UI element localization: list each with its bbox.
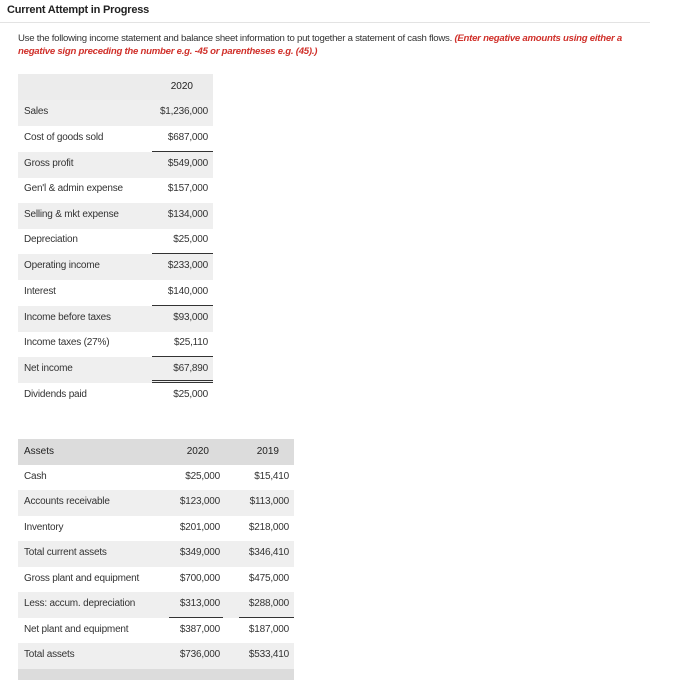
table-row: [18, 254, 213, 280]
row-label: Dividends paid: [24, 389, 87, 400]
table-row: [18, 203, 213, 229]
row-value-2020: $349,000: [179, 547, 220, 558]
header-year-2020: 2020: [186, 446, 209, 457]
row-value-2019: $533,410: [248, 649, 289, 660]
row-label: Inventory: [24, 522, 64, 533]
instructions-note: (Enter negative amounts using either a negative sign preceding the number e.g. -45 or parentheses e.g. (45).): [18, 33, 622, 57]
row-label: Gross plant and equipment: [24, 573, 140, 584]
table-row: [18, 541, 294, 567]
row-label: Cash: [24, 471, 47, 482]
row-label: Operating income: [24, 260, 100, 271]
page-title: Current Attempt in Progress: [7, 4, 150, 16]
row-value-2019: $288,000: [248, 598, 289, 609]
table-row: [18, 228, 213, 254]
row-value-2019: $475,000: [248, 573, 289, 584]
row-value: $140,000: [167, 286, 208, 297]
row-label: Net plant and equipment: [24, 624, 129, 635]
table-row: [18, 567, 294, 593]
table-row: [18, 490, 294, 516]
row-value-2019: $113,000: [249, 496, 289, 507]
row-value: $157,000: [167, 183, 208, 194]
row-value-2020: $201,000: [179, 522, 220, 533]
table-row: [18, 383, 213, 409]
row-value: $25,000: [173, 389, 208, 400]
row-value-2019: $346,410: [248, 547, 289, 558]
row-value-2019: $218,000: [248, 522, 289, 533]
row-label: Total assets: [24, 649, 75, 660]
row-label: Less: accum. depreciation: [24, 598, 136, 609]
income-statement-header: [18, 74, 213, 100]
row-value: $687,000: [167, 132, 208, 143]
row-value: $25,000: [173, 234, 208, 245]
header-label: Assets: [24, 446, 55, 457]
next-section-header: [18, 669, 294, 680]
row-value-2020: $123,000: [179, 496, 220, 507]
table-row: [18, 126, 213, 152]
row-value-2020: $387,000: [179, 624, 220, 635]
row-label: Income before taxes: [24, 312, 111, 323]
row-value: $549,000: [167, 158, 208, 169]
table-row: [18, 152, 213, 178]
title-bar: [0, 0, 650, 23]
row-value: $67,890: [173, 363, 208, 374]
income-statement-year: 2020: [170, 81, 193, 92]
header-year-2019: 2019: [256, 446, 279, 457]
row-value-2019: $187,000: [248, 624, 289, 635]
table-row: [18, 306, 213, 332]
row-value-2020: $700,000: [179, 573, 220, 584]
row-value: $1,236,000: [159, 106, 208, 117]
table-row: [18, 516, 294, 542]
table-row: [18, 280, 213, 306]
table-row: [18, 618, 294, 644]
table-row: [18, 331, 213, 357]
row-value: $93,000: [173, 312, 208, 323]
row-label: Gross profit: [24, 158, 74, 169]
row-label: Gen'l & admin expense: [24, 183, 123, 194]
row-label: Sales: [24, 106, 49, 117]
row-label: Cost of goods sold: [24, 132, 104, 143]
row-label: Net income: [24, 363, 73, 374]
instructions: [18, 32, 638, 58]
row-value: $25,110: [173, 337, 208, 348]
table-row: [18, 465, 294, 491]
row-label: Interest: [24, 286, 56, 297]
table-row: [18, 100, 213, 126]
row-label: Total current assets: [24, 547, 107, 558]
row-value: $134,000: [167, 209, 208, 220]
instructions-text: Use the following income statement and balance sheet information to put together a statement of cash flows.: [18, 33, 455, 44]
balance-sheet-header: [18, 439, 294, 465]
row-value-2020: $736,000: [179, 649, 220, 660]
table-row: [18, 643, 294, 669]
table-row: [18, 177, 213, 203]
table-row: [18, 357, 213, 383]
row-value: $233,000: [167, 260, 208, 271]
table-row: [18, 592, 294, 618]
row-label: Depreciation: [24, 234, 78, 245]
row-label: Accounts receivable: [24, 496, 110, 507]
row-value-2019: $15,410: [254, 471, 289, 482]
row-value-2020: $313,000: [179, 598, 220, 609]
row-value-2020: $25,000: [185, 471, 220, 482]
row-label: Selling & mkt expense: [24, 209, 119, 220]
row-label: Income taxes (27%): [24, 337, 110, 348]
